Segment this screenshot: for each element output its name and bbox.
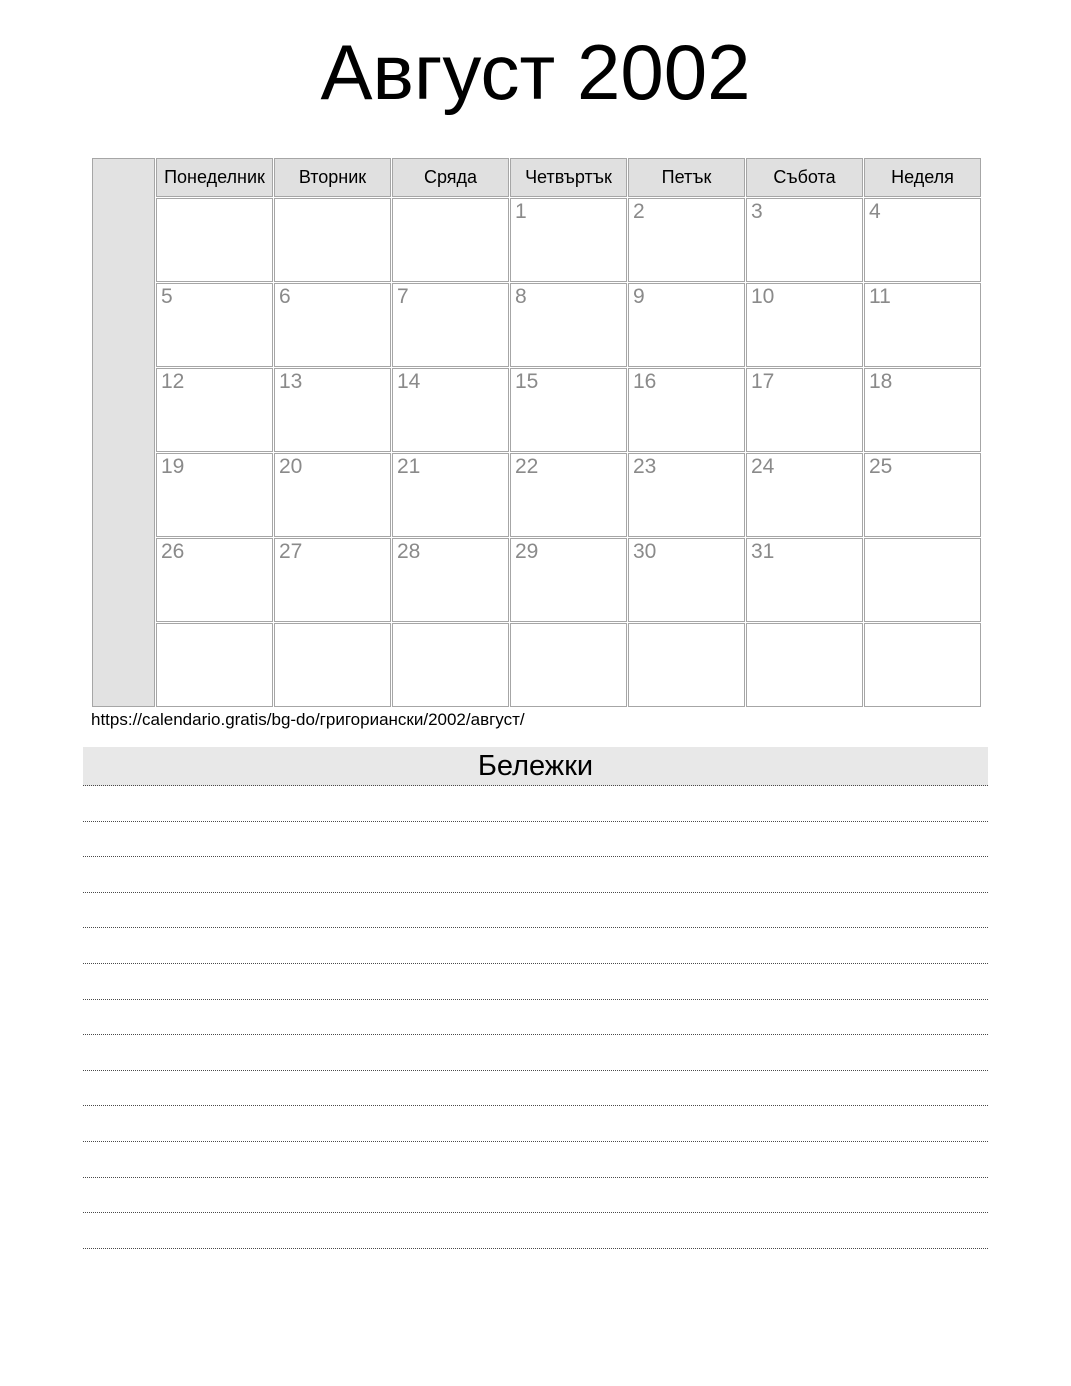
day-cell xyxy=(864,538,981,622)
calendar-week-row xyxy=(92,453,981,537)
note-line xyxy=(83,1106,988,1142)
notes-lines xyxy=(83,786,988,1249)
day-cell xyxy=(392,623,509,707)
day-cell xyxy=(864,623,981,707)
day-cell xyxy=(746,623,863,707)
weekday-header-sunday: Неделя xyxy=(864,158,981,197)
note-line xyxy=(83,928,988,964)
day-cell: 30 xyxy=(628,538,745,622)
calendar-week-row xyxy=(92,283,981,367)
notes-section xyxy=(83,747,988,1249)
source-url: https://calendario.gratis/bg-do/григориански/2002/август/ xyxy=(91,710,525,729)
day-cell: 23 xyxy=(628,453,745,537)
day-cell: 2 xyxy=(628,198,745,282)
day-cell xyxy=(156,623,273,707)
day-cell xyxy=(274,623,391,707)
page-title: Август 2002 xyxy=(320,28,751,116)
note-line xyxy=(83,964,988,1000)
note-line xyxy=(83,1178,988,1214)
weekday-header-wednesday: Сряда xyxy=(392,158,509,197)
day-cell: 24 xyxy=(746,453,863,537)
weekday-header-thursday: Четвъртък xyxy=(510,158,627,197)
day-cell: 8 xyxy=(510,283,627,367)
day-cell: 31 xyxy=(746,538,863,622)
calendar-week-row xyxy=(92,368,981,452)
calendar-week-row xyxy=(92,538,981,622)
day-cell: 18 xyxy=(864,368,981,452)
day-cell: 16 xyxy=(628,368,745,452)
note-line xyxy=(83,1000,988,1036)
weekday-header-saturday: Събота xyxy=(746,158,863,197)
day-cell: 21 xyxy=(392,453,509,537)
day-cell: 10 xyxy=(746,283,863,367)
note-line xyxy=(83,786,988,822)
day-cell xyxy=(392,198,509,282)
day-cell: 22 xyxy=(510,453,627,537)
weekday-header-tuesday: Вторник xyxy=(274,158,391,197)
day-cell: 25 xyxy=(864,453,981,537)
day-cell: 14 xyxy=(392,368,509,452)
day-cell: 27 xyxy=(274,538,391,622)
note-line xyxy=(83,893,988,929)
day-cell: 1 xyxy=(510,198,627,282)
note-line xyxy=(83,1035,988,1071)
day-cell: 3 xyxy=(746,198,863,282)
notes-header: Бележки xyxy=(83,747,988,786)
day-cell: 15 xyxy=(510,368,627,452)
calendar-side-column xyxy=(92,158,155,707)
calendar-week-row xyxy=(92,198,981,282)
day-cell xyxy=(274,198,391,282)
note-line xyxy=(83,1071,988,1107)
calendar-week-row xyxy=(92,623,981,707)
weekday-header-row xyxy=(92,158,981,197)
day-cell: 28 xyxy=(392,538,509,622)
note-line xyxy=(83,857,988,893)
calendar-table xyxy=(91,157,982,708)
day-cell: 20 xyxy=(274,453,391,537)
weekday-header-monday: Понеделник xyxy=(156,158,273,197)
day-cell: 4 xyxy=(864,198,981,282)
day-cell: 17 xyxy=(746,368,863,452)
note-line xyxy=(83,822,988,858)
day-cell: 7 xyxy=(392,283,509,367)
day-cell: 9 xyxy=(628,283,745,367)
note-line xyxy=(83,1142,988,1178)
day-cell: 6 xyxy=(274,283,391,367)
weekday-header-friday: Петък xyxy=(628,158,745,197)
day-cell xyxy=(510,623,627,707)
day-cell xyxy=(156,198,273,282)
day-cell: 11 xyxy=(864,283,981,367)
day-cell: 26 xyxy=(156,538,273,622)
day-cell: 13 xyxy=(274,368,391,452)
day-cell: 5 xyxy=(156,283,273,367)
day-cell: 29 xyxy=(510,538,627,622)
note-line xyxy=(83,1213,988,1249)
day-cell: 12 xyxy=(156,368,273,452)
day-cell xyxy=(628,623,745,707)
day-cell: 19 xyxy=(156,453,273,537)
